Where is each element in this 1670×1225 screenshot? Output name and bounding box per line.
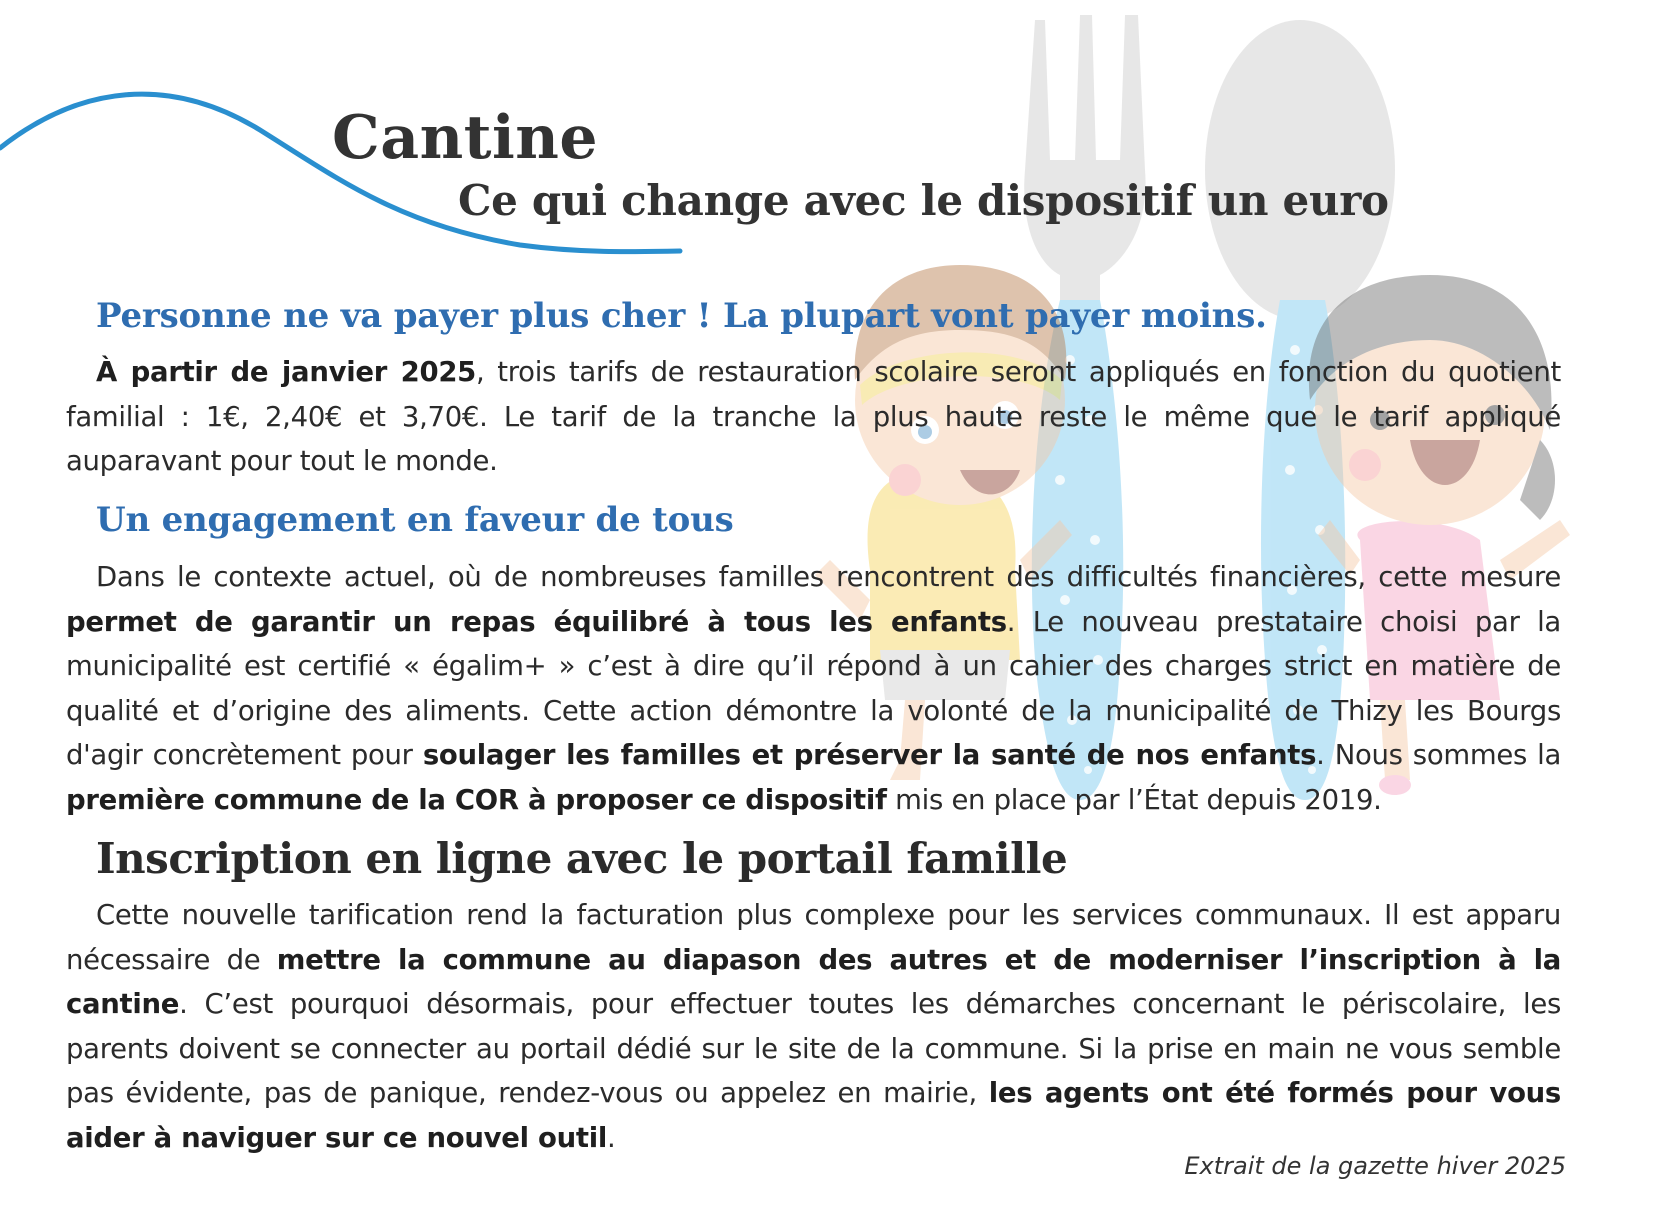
emphasis-text: À partir de janvier 2025 xyxy=(96,356,476,388)
body-text: , trois tarifs de restauration scolaire seront appliqués en fonction du quotient familial : 1€, 2,40€ et 3,70€. Le tarif de la tranche la plus haute reste le même que le tarif appliqué auparavant pour tout le monde. xyxy=(66,356,1561,477)
section-heading-tarifs: Personne ne va payer plus cher ! La plupart vont payer moins. xyxy=(96,296,1267,336)
paragraph-engagement xyxy=(66,555,1561,822)
emphasis-text: soulager les familles et préserver la santé de nos enfants xyxy=(422,739,1317,771)
body-text: mis en place par l’État depuis 2019. xyxy=(886,783,1382,816)
source-credit: Extrait de la gazette hiver 2025 xyxy=(1184,1152,1566,1180)
body-text: Cette nouvelle tarification rend la facturation plus complexe pour les services communaux. Il est apparu nécessaire de xyxy=(66,899,1561,976)
section-heading-engagement: Un engagement en faveur de tous xyxy=(96,500,734,540)
body-text: . Nous sommes la xyxy=(1316,739,1561,771)
section-heading-inscription: Inscription en ligne avec le portail famille xyxy=(96,834,1068,883)
paragraph-tarifs xyxy=(66,350,1561,484)
emphasis-text: première commune de la COR à proposer ce dispositif xyxy=(66,783,887,816)
emphasis-text: mettre la commune au diapason des autres et de moderniser l’inscription à la cantine xyxy=(66,943,1561,1020)
paragraph-inscription xyxy=(66,893,1561,1160)
emphasis-text: les agents ont été formés pour vous aider à naviguer sur ce nouvel outil xyxy=(66,1077,1562,1154)
body-text: . Le nouveau prestataire choisi par la municipalité est certifié « égalim+ » c’est à dire qu’il répond à un cahier des charges strict en matière de qualité et d’origine des aliments. Cette action démontre la volonté de la municipalité de Thizy les Bourgs d'agir concrètement pour xyxy=(66,605,1561,771)
body-text: . xyxy=(607,1121,616,1154)
page-subtitle: Ce qui change avec le dispositif un euro xyxy=(458,176,1389,225)
page-title: Cantine xyxy=(332,103,599,173)
body-text: Dans le contexte actuel, où de nombreuses familles rencontrent des difficultés financières, cette mesure xyxy=(96,561,1561,593)
emphasis-text: permet de garantir un repas équilibré à tous les enfants xyxy=(66,605,1007,638)
body-text: . C’est pourquoi désormais, pour effectuer toutes les démarches concernant le périscolaire, les parents doivent se connecter au portail dédié sur le site de la commune. Si la prise en main ne vous semble pas évidente, pas de panique, rendez-vous ou appelez en mairie, xyxy=(66,988,1561,1109)
